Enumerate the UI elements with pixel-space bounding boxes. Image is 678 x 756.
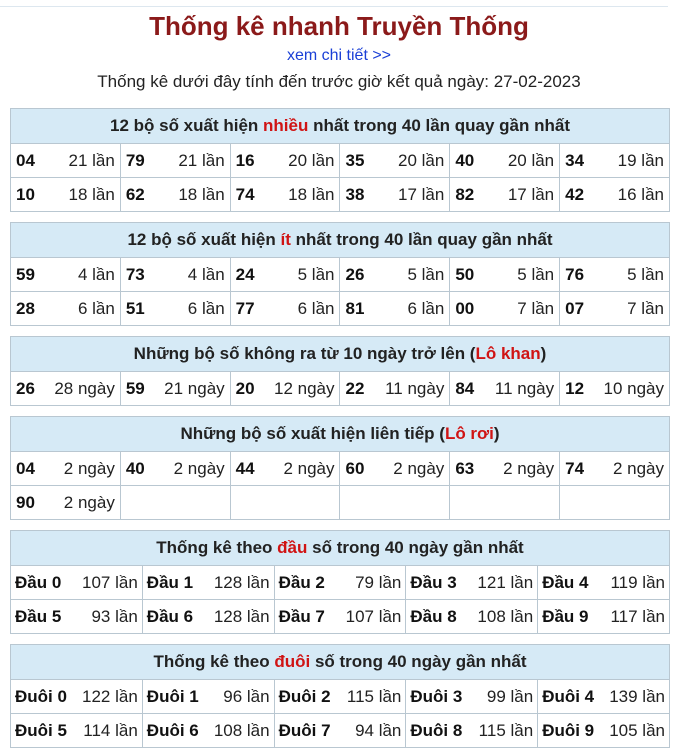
stat-count: 139 lần bbox=[609, 686, 665, 706]
stat-count: 17 lần bbox=[397, 184, 445, 204]
stat-cell bbox=[450, 144, 560, 178]
stat-cell bbox=[120, 292, 230, 326]
table-row bbox=[11, 600, 670, 634]
stat-cell bbox=[230, 452, 340, 486]
stat-number: 90 bbox=[16, 492, 35, 512]
stat-count: 79 lần bbox=[355, 572, 402, 592]
stat-count: 2 ngày bbox=[503, 458, 555, 478]
header-text: ) bbox=[540, 344, 547, 363]
stat-cell bbox=[120, 178, 230, 212]
stat-cell bbox=[560, 178, 670, 212]
stat-count: 12 ngày bbox=[273, 378, 335, 398]
header-highlight: đuôi bbox=[274, 652, 311, 671]
stat-count: 2 ngày bbox=[63, 458, 115, 478]
stat-count: 96 lần bbox=[223, 686, 270, 706]
header-text: 12 bộ số xuất hiện bbox=[127, 230, 281, 249]
stat-count: 99 lần bbox=[486, 686, 534, 706]
stat-cell bbox=[560, 258, 670, 292]
stat-count: 16 lần bbox=[617, 184, 664, 204]
header-text: Những bộ số không ra từ 10 ngày trở lên ( bbox=[133, 344, 476, 363]
stat-count: 115 lần bbox=[478, 720, 534, 740]
stat-count: 11 ngày bbox=[494, 378, 555, 398]
stat-cell bbox=[560, 486, 670, 520]
stat-cell bbox=[142, 714, 274, 748]
stat-cell bbox=[560, 144, 670, 178]
stat-count: 20 lần bbox=[397, 150, 445, 170]
stat-number: 04 bbox=[16, 150, 35, 170]
header-text: Những bộ số xuất hiện liên tiếp ( bbox=[180, 424, 445, 443]
header-text: ) bbox=[493, 424, 500, 443]
lo-roi-table bbox=[10, 416, 670, 520]
stat-count: 108 lần bbox=[213, 720, 270, 740]
stat-count: 5 lần bbox=[517, 264, 555, 284]
stat-number: 50 bbox=[455, 264, 475, 284]
stat-number: 40 bbox=[125, 458, 145, 478]
stat-cell bbox=[340, 258, 450, 292]
stat-cell bbox=[274, 680, 406, 714]
stat-number: 84 bbox=[455, 378, 475, 398]
stat-count: 6 lần bbox=[77, 298, 115, 318]
header-text: 12 bộ số xuất hiện bbox=[109, 116, 264, 135]
stat-count: 122 lần bbox=[82, 686, 138, 706]
header-text: số trong 40 ngày gần nhất bbox=[310, 652, 527, 671]
stat-count: 128 lần bbox=[213, 572, 270, 592]
stat-cell bbox=[120, 372, 230, 406]
stat-cell bbox=[340, 292, 450, 326]
most-frequent-header bbox=[11, 109, 670, 144]
stat-number: 76 bbox=[565, 264, 585, 284]
header-text: nhất trong 40 lần quay gần nhất bbox=[308, 116, 571, 135]
stat-cell bbox=[11, 452, 121, 486]
duoi-table bbox=[10, 644, 670, 748]
stat-number: Đuôi 5 bbox=[15, 720, 67, 740]
stat-count: 107 lần bbox=[82, 572, 138, 592]
page-subtitle: Thống kê dưới đây tính đến trước giờ kết quả ngày: 27-02-2023 bbox=[97, 72, 581, 91]
stat-number: 26 bbox=[16, 378, 35, 398]
stat-count: 94 lần bbox=[355, 720, 402, 740]
stat-number: Đầu 7 bbox=[278, 606, 325, 626]
table-row bbox=[11, 258, 670, 292]
lo-khan-header bbox=[11, 337, 670, 372]
table-row bbox=[11, 178, 670, 212]
table-row bbox=[11, 486, 670, 520]
stat-number: Đầu 1 bbox=[146, 572, 194, 592]
stat-cell bbox=[230, 178, 340, 212]
stat-count: 6 lần bbox=[297, 298, 335, 318]
least-frequent-header bbox=[11, 223, 670, 258]
table-row bbox=[11, 566, 670, 600]
stat-count: 21 lần bbox=[178, 150, 225, 170]
stat-count: 2 ngày bbox=[173, 458, 225, 478]
stat-number: Đầu 6 bbox=[146, 606, 194, 626]
stat-number: 26 bbox=[345, 264, 365, 284]
stat-number: 34 bbox=[565, 150, 585, 170]
stat-cell bbox=[11, 600, 143, 634]
stat-cell bbox=[11, 178, 121, 212]
stat-number: 51 bbox=[125, 298, 145, 318]
dau-header bbox=[11, 531, 670, 566]
stat-cell bbox=[230, 486, 340, 520]
most-frequent-table bbox=[10, 108, 670, 212]
stat-cell bbox=[11, 714, 143, 748]
stat-count: 18 lần bbox=[288, 184, 335, 204]
stat-cell bbox=[406, 566, 538, 600]
stat-count: 17 lần bbox=[507, 184, 555, 204]
lo-khan-table bbox=[10, 336, 670, 406]
stat-cell bbox=[120, 144, 230, 178]
stat-cell bbox=[560, 292, 670, 326]
dau-table bbox=[10, 530, 670, 634]
stat-count: 2 ngày bbox=[283, 458, 335, 478]
stat-cell bbox=[142, 566, 274, 600]
stat-cell bbox=[11, 486, 121, 520]
stat-count: 107 lần bbox=[345, 606, 402, 626]
stat-number: Đuôi 4 bbox=[542, 686, 595, 706]
header-highlight: Lô khan bbox=[475, 344, 541, 363]
stat-count: 10 ngày bbox=[603, 378, 664, 398]
stat-cell bbox=[11, 144, 121, 178]
stat-cell bbox=[538, 600, 670, 634]
stat-number: 82 bbox=[455, 184, 475, 204]
stat-cell bbox=[11, 292, 121, 326]
stat-number: 00 bbox=[455, 298, 475, 318]
stat-number: 38 bbox=[345, 184, 365, 204]
stat-number: 62 bbox=[125, 184, 145, 204]
stat-count: 114 lần bbox=[83, 720, 138, 740]
stat-cell bbox=[230, 372, 340, 406]
stat-number: Đuôi 2 bbox=[278, 686, 331, 706]
stat-number: 28 bbox=[16, 298, 35, 318]
stat-cell bbox=[560, 452, 670, 486]
stat-count: 115 lần bbox=[346, 686, 402, 706]
stat-count: 5 lần bbox=[407, 264, 445, 284]
table-row bbox=[11, 452, 670, 486]
stat-number: 59 bbox=[125, 378, 145, 398]
stat-count: 6 lần bbox=[407, 298, 445, 318]
stat-cell bbox=[406, 600, 538, 634]
stat-count: 93 lần bbox=[91, 606, 138, 626]
stat-count: 7 lần bbox=[627, 298, 664, 318]
stat-number: Đuôi 6 bbox=[146, 720, 199, 740]
stat-number: Đuôi 8 bbox=[410, 720, 463, 740]
stat-cell bbox=[538, 714, 670, 748]
table-row bbox=[11, 680, 670, 714]
stat-number: Đuôi 1 bbox=[146, 686, 199, 706]
stat-number: 04 bbox=[16, 458, 35, 478]
stat-number: Đuôi 9 bbox=[542, 720, 595, 740]
stat-count: 2 ngày bbox=[393, 458, 445, 478]
stat-count: 21 lần bbox=[68, 150, 115, 170]
stat-count: 18 lần bbox=[68, 184, 115, 204]
stat-count: 21 ngày bbox=[164, 378, 225, 398]
stat-number: Đầu 9 bbox=[542, 606, 589, 626]
stat-number: 12 bbox=[565, 378, 585, 398]
stat-number: Đuôi 3 bbox=[410, 686, 463, 706]
stat-count: 121 lần bbox=[477, 572, 534, 592]
stat-number: Đuôi 0 bbox=[15, 686, 67, 706]
stat-cell bbox=[406, 714, 538, 748]
stat-number: 77 bbox=[235, 298, 255, 318]
stat-cell bbox=[538, 566, 670, 600]
stat-number: Đầu 3 bbox=[410, 572, 457, 592]
stat-cell bbox=[230, 144, 340, 178]
stat-cell bbox=[120, 258, 230, 292]
header-highlight: đầu bbox=[277, 538, 308, 557]
stat-number: 81 bbox=[345, 298, 365, 318]
stat-cell bbox=[340, 144, 450, 178]
stat-number: 40 bbox=[455, 150, 475, 170]
stat-cell bbox=[340, 372, 450, 406]
stat-count: 19 lần bbox=[617, 150, 664, 170]
stat-cell bbox=[340, 486, 450, 520]
stat-count: 11 ngày bbox=[385, 378, 445, 398]
header-highlight: Lô rơi bbox=[444, 424, 494, 443]
stat-cell bbox=[11, 680, 143, 714]
stat-cell bbox=[120, 452, 230, 486]
stat-cell bbox=[450, 258, 560, 292]
stat-number: Đầu 8 bbox=[410, 606, 457, 626]
stat-count: 105 lần bbox=[609, 720, 665, 740]
stat-number: Đuôi 7 bbox=[278, 720, 331, 740]
stat-cell bbox=[340, 178, 450, 212]
header-text: Thống kê theo bbox=[156, 538, 278, 557]
stat-number: Đầu 5 bbox=[15, 606, 62, 626]
stat-cell bbox=[274, 600, 406, 634]
table-row bbox=[11, 144, 670, 178]
stat-number: Đầu 4 bbox=[542, 572, 589, 592]
table-row bbox=[11, 714, 670, 748]
stat-number: 59 bbox=[16, 264, 35, 284]
stat-number: 74 bbox=[565, 458, 585, 478]
least-frequent-table bbox=[10, 222, 670, 326]
stat-number: 35 bbox=[345, 150, 365, 170]
stat-cell bbox=[11, 372, 121, 406]
stat-count: 2 ngày bbox=[63, 492, 115, 512]
header-text: Thống kê theo bbox=[153, 652, 275, 671]
header-text: số trong 40 ngày gần nhất bbox=[307, 538, 524, 557]
stat-number: Đầu 0 bbox=[15, 572, 62, 592]
stat-count: 7 lần bbox=[517, 298, 555, 318]
stat-number: 22 bbox=[345, 378, 365, 398]
stat-cell bbox=[11, 566, 143, 600]
stat-count: 18 lần bbox=[178, 184, 225, 204]
lo-roi-header bbox=[11, 417, 670, 452]
stat-count: 28 ngày bbox=[54, 378, 115, 398]
stat-number: 07 bbox=[565, 298, 585, 318]
stat-cell bbox=[230, 258, 340, 292]
page-title: Thống kê nhanh Truyền Thống bbox=[149, 11, 529, 41]
stat-count: 20 lần bbox=[507, 150, 555, 170]
table-row bbox=[11, 292, 670, 326]
stat-cell bbox=[274, 566, 406, 600]
stat-cell bbox=[538, 680, 670, 714]
stat-number: 73 bbox=[125, 264, 145, 284]
stat-number: 63 bbox=[455, 458, 475, 478]
stat-number: 79 bbox=[125, 150, 145, 170]
stat-cell bbox=[560, 372, 670, 406]
stat-number: 44 bbox=[235, 458, 255, 478]
stat-cell bbox=[450, 452, 560, 486]
header-highlight: nhiều bbox=[263, 116, 309, 135]
stat-count: 5 lần bbox=[297, 264, 335, 284]
stat-number: 74 bbox=[235, 184, 255, 204]
stat-number: 42 bbox=[565, 184, 585, 204]
stat-count: 5 lần bbox=[627, 264, 664, 284]
stat-cell bbox=[142, 680, 274, 714]
stat-number: Đầu 2 bbox=[278, 572, 325, 592]
stat-count: 128 lần bbox=[213, 606, 270, 626]
table-row bbox=[11, 372, 670, 406]
stat-count: 2 ngày bbox=[612, 458, 664, 478]
detail-link[interactable]: xem chi tiết >> bbox=[286, 47, 392, 64]
stat-cell bbox=[450, 178, 560, 212]
stat-cell bbox=[274, 714, 406, 748]
stat-count: 119 lần bbox=[610, 572, 665, 592]
stat-cell bbox=[120, 486, 230, 520]
stat-number: 16 bbox=[235, 150, 255, 170]
stat-number: 10 bbox=[16, 184, 35, 204]
stat-count: 4 lần bbox=[77, 264, 115, 284]
stat-count: 4 lần bbox=[187, 264, 225, 284]
duoi-header bbox=[11, 645, 670, 680]
stat-count: 117 lần bbox=[610, 606, 665, 626]
stat-cell bbox=[450, 486, 560, 520]
header-highlight: ít bbox=[280, 230, 291, 249]
stat-number: 24 bbox=[235, 264, 255, 284]
stat-cell bbox=[340, 452, 450, 486]
stat-cell bbox=[406, 680, 538, 714]
stat-number: 60 bbox=[345, 458, 365, 478]
top-divider bbox=[0, 6, 668, 7]
stat-count: 6 lần bbox=[187, 298, 225, 318]
stat-number: 20 bbox=[235, 378, 255, 398]
stat-cell bbox=[450, 292, 560, 326]
stat-cell bbox=[230, 292, 340, 326]
stat-count: 108 lần bbox=[477, 606, 534, 626]
stat-cell bbox=[450, 372, 560, 406]
header-text: nhất trong 40 lần quay gần nhất bbox=[290, 230, 553, 249]
stat-count: 20 lần bbox=[288, 150, 335, 170]
stat-cell bbox=[11, 258, 121, 292]
stat-cell bbox=[142, 600, 274, 634]
